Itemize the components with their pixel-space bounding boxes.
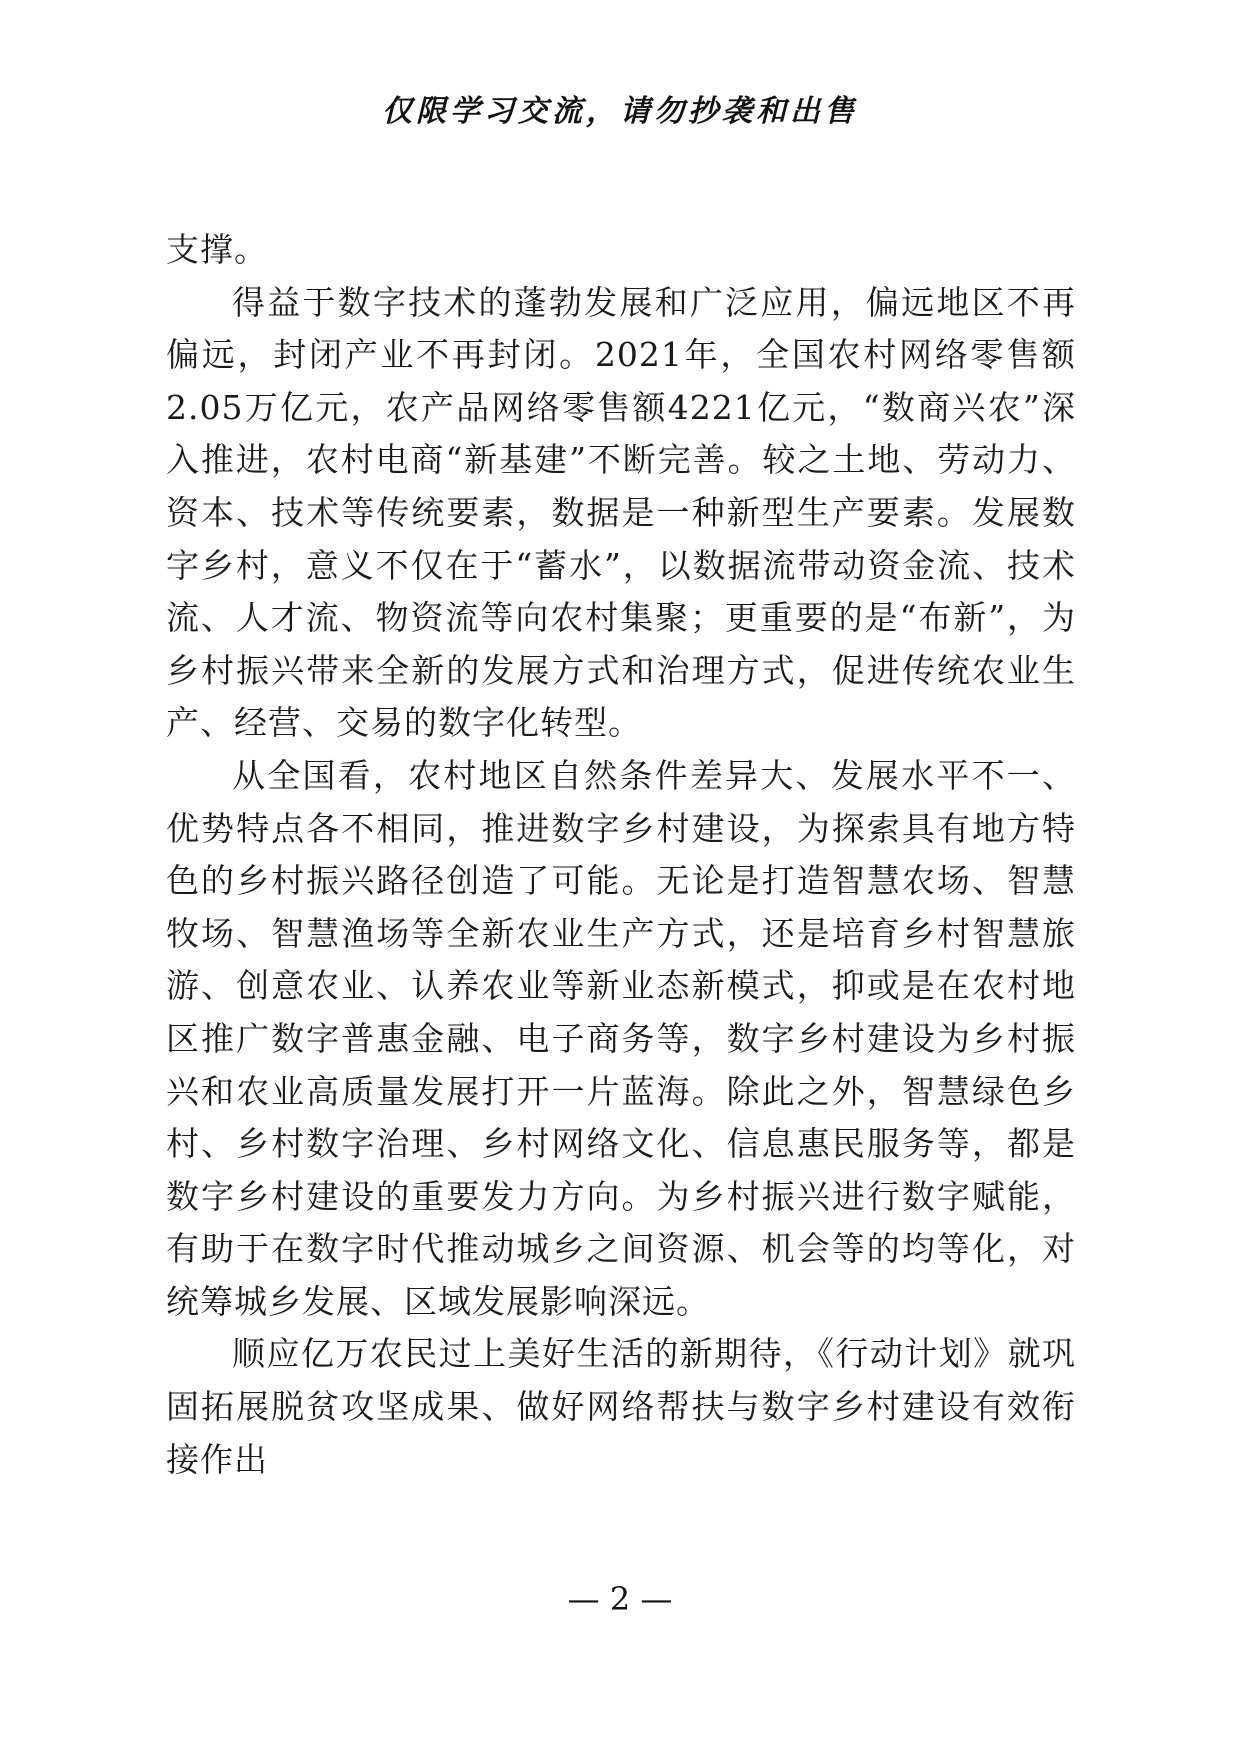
header-notice: 仅限学习交流，请勿抄袭和出售 <box>382 94 858 129</box>
paragraph-continuation: 支撑。 <box>166 230 268 269</box>
paragraph: 得益于数字技术的蓬勃发展和广泛应用，偏远地区不再偏远，封闭产业不再封闭。2021年，全国农村网络零售额2.05万亿元，农产品网络零售额4221亿元，“数商兴农”深入推进，农村电商“新基建”不断完善。较之土地、劳动力、资本、技术等传统要素，数据是一种新型生产要素。发展数字乡村，意义不仅在于“蓄水”，以数据流带动资金流、技术流、人才流、物资流等向农村集聚；更重要的是“布新”，为乡村振兴带来全新的发展方式和治理方式，促进传统农业生产、经营、交易的数字化转型。 <box>166 282 1076 743</box>
paragraph: 顺应亿万农民过上美好生活的新期待，《行动计划》就巩固拓展脱贫攻坚成果、做好网络帮扶与数字乡村建设有效衔接作出 <box>166 1334 1076 1479</box>
page-number: — 2 — <box>567 1580 673 1618</box>
body-text <box>166 224 1076 1486</box>
paragraph: 从全国看，农村地区自然条件差异大、发展水平不一、优势特点各不相同，推进数字乡村建设，为探索具有地方特色的乡村振兴路径创造了可能。无论是打造智慧农场、智慧牧场、智慧渔场等全新农业生产方式，还是培育乡村智慧旅游、创意农业、认养农业等新业态新模式，抑或是在农村地区推广数字普惠金融、电子商务等，数字乡村建设为乡村振兴和农业高质量发展打开一片蓝海。除此之外，智慧绿色乡村、乡村数字治理、乡村网络文化、信息惠民服务等，都是数字乡村建设的重要发力方向。为乡村振兴进行数字赋能，有助于在数字时代推动城乡之间资源、机会等的均等化，对统筹城乡发展、区域发展影响深远。 <box>166 755 1076 1321</box>
